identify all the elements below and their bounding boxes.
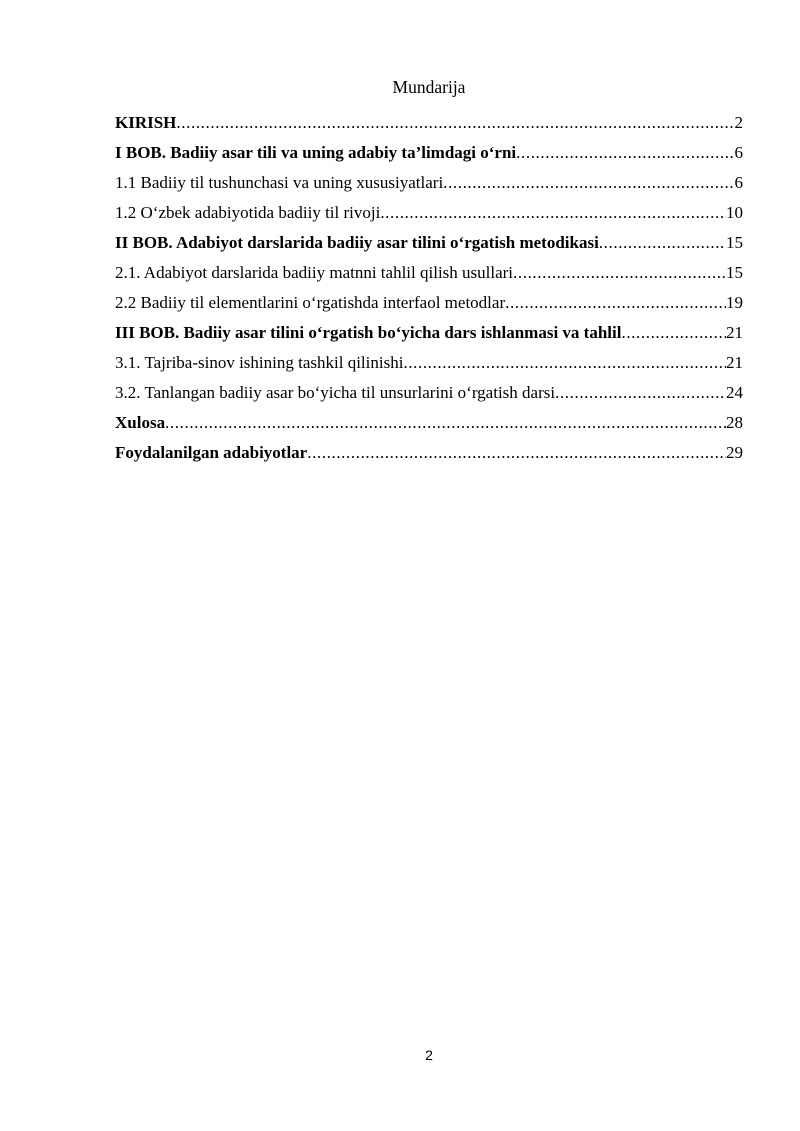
toc-entry-page: 24 xyxy=(726,383,743,402)
toc-leader-dots xyxy=(516,142,734,164)
toc-entry-text: 2.2 Badiiy til elementlarini o‘rgatishda interfaol metodlar xyxy=(115,293,506,312)
toc-entry-text: KIRISH xyxy=(115,113,177,132)
toc-entry-chapter-1[interactable] xyxy=(115,142,743,172)
toc-entry-kirish[interactable] xyxy=(115,112,743,142)
toc-entry-section-2-2[interactable] xyxy=(115,292,743,322)
toc-leader-dots xyxy=(443,172,734,194)
page-number: 2 xyxy=(425,1047,433,1063)
toc-entry-section-1-2[interactable] xyxy=(115,202,743,232)
toc-leader-dots xyxy=(555,382,726,404)
toc-entry-text: 3.2. Tanlangan badiiy asar bo‘yicha til unsurlarini o‘rgatish darsi xyxy=(115,383,556,402)
toc-entry-text: 1.1 Badiiy til tushunchasi va uning xususiyatlari xyxy=(115,173,444,192)
toc-entry-page: 6 xyxy=(734,173,743,192)
toc-entry-text: Foydalanilgan adabiyotlar xyxy=(115,443,308,462)
toc-entry-page: 15 xyxy=(726,233,743,252)
toc-leader-dots xyxy=(176,112,734,134)
toc-entry-page: 29 xyxy=(726,443,743,462)
toc-entry-page: 28 xyxy=(726,413,743,432)
toc-entry-references[interactable] xyxy=(115,442,743,472)
table-of-contents xyxy=(115,112,743,472)
toc-entry-text: 2.1. Adabiyot darslarida badiiy matnni tahlil qilish usullari xyxy=(115,263,514,282)
toc-leader-dots xyxy=(165,412,726,434)
toc-entry-section-1-1[interactable] xyxy=(115,172,743,202)
toc-entry-page: 21 xyxy=(726,323,743,342)
toc-entry-page: 15 xyxy=(726,263,743,282)
toc-entry-text: 1.2 O‘zbek adabiyotida badiiy til rivoji xyxy=(115,203,381,222)
toc-leader-dots xyxy=(505,292,726,314)
toc-entry-chapter-2[interactable] xyxy=(115,232,743,262)
toc-leader-dots xyxy=(403,352,726,374)
toc-leader-dots xyxy=(513,262,726,284)
toc-entry-xulosa[interactable] xyxy=(115,412,743,442)
toc-entry-section-3-1[interactable] xyxy=(115,352,743,382)
toc-entry-text: I BOB. Badiiy asar tili va uning adabiy ta’limdagi o‘rni xyxy=(115,143,517,162)
page-title: Mundarija xyxy=(392,77,466,97)
toc-entry-page: 19 xyxy=(726,293,743,312)
toc-entry-section-2-1[interactable] xyxy=(115,262,743,292)
toc-entry-section-3-2[interactable] xyxy=(115,382,743,412)
toc-entry-text: Xulosa xyxy=(115,413,166,432)
toc-leader-dots xyxy=(599,232,726,254)
toc-entry-page: 21 xyxy=(726,353,743,372)
toc-leader-dots xyxy=(380,202,726,224)
toc-entry-page: 2 xyxy=(734,113,743,132)
toc-entry-page: 10 xyxy=(726,203,743,222)
toc-entry-text: 3.1. Tajriba-sinov ishining tashkil qilinishi xyxy=(115,353,404,372)
toc-entry-text: II BOB. Adabiyot darslarida badiiy asar tilini o‘rgatish metodikasi xyxy=(115,233,599,252)
toc-entry-text: III BOB. Badiiy asar tilini o‘rgatish bo‘yicha dars ishlanmasi va tahlil xyxy=(115,323,622,342)
toc-leader-dots xyxy=(307,442,726,464)
toc-leader-dots xyxy=(621,322,726,344)
toc-entry-chapter-3[interactable] xyxy=(115,322,743,352)
toc-entry-page: 6 xyxy=(734,143,743,162)
